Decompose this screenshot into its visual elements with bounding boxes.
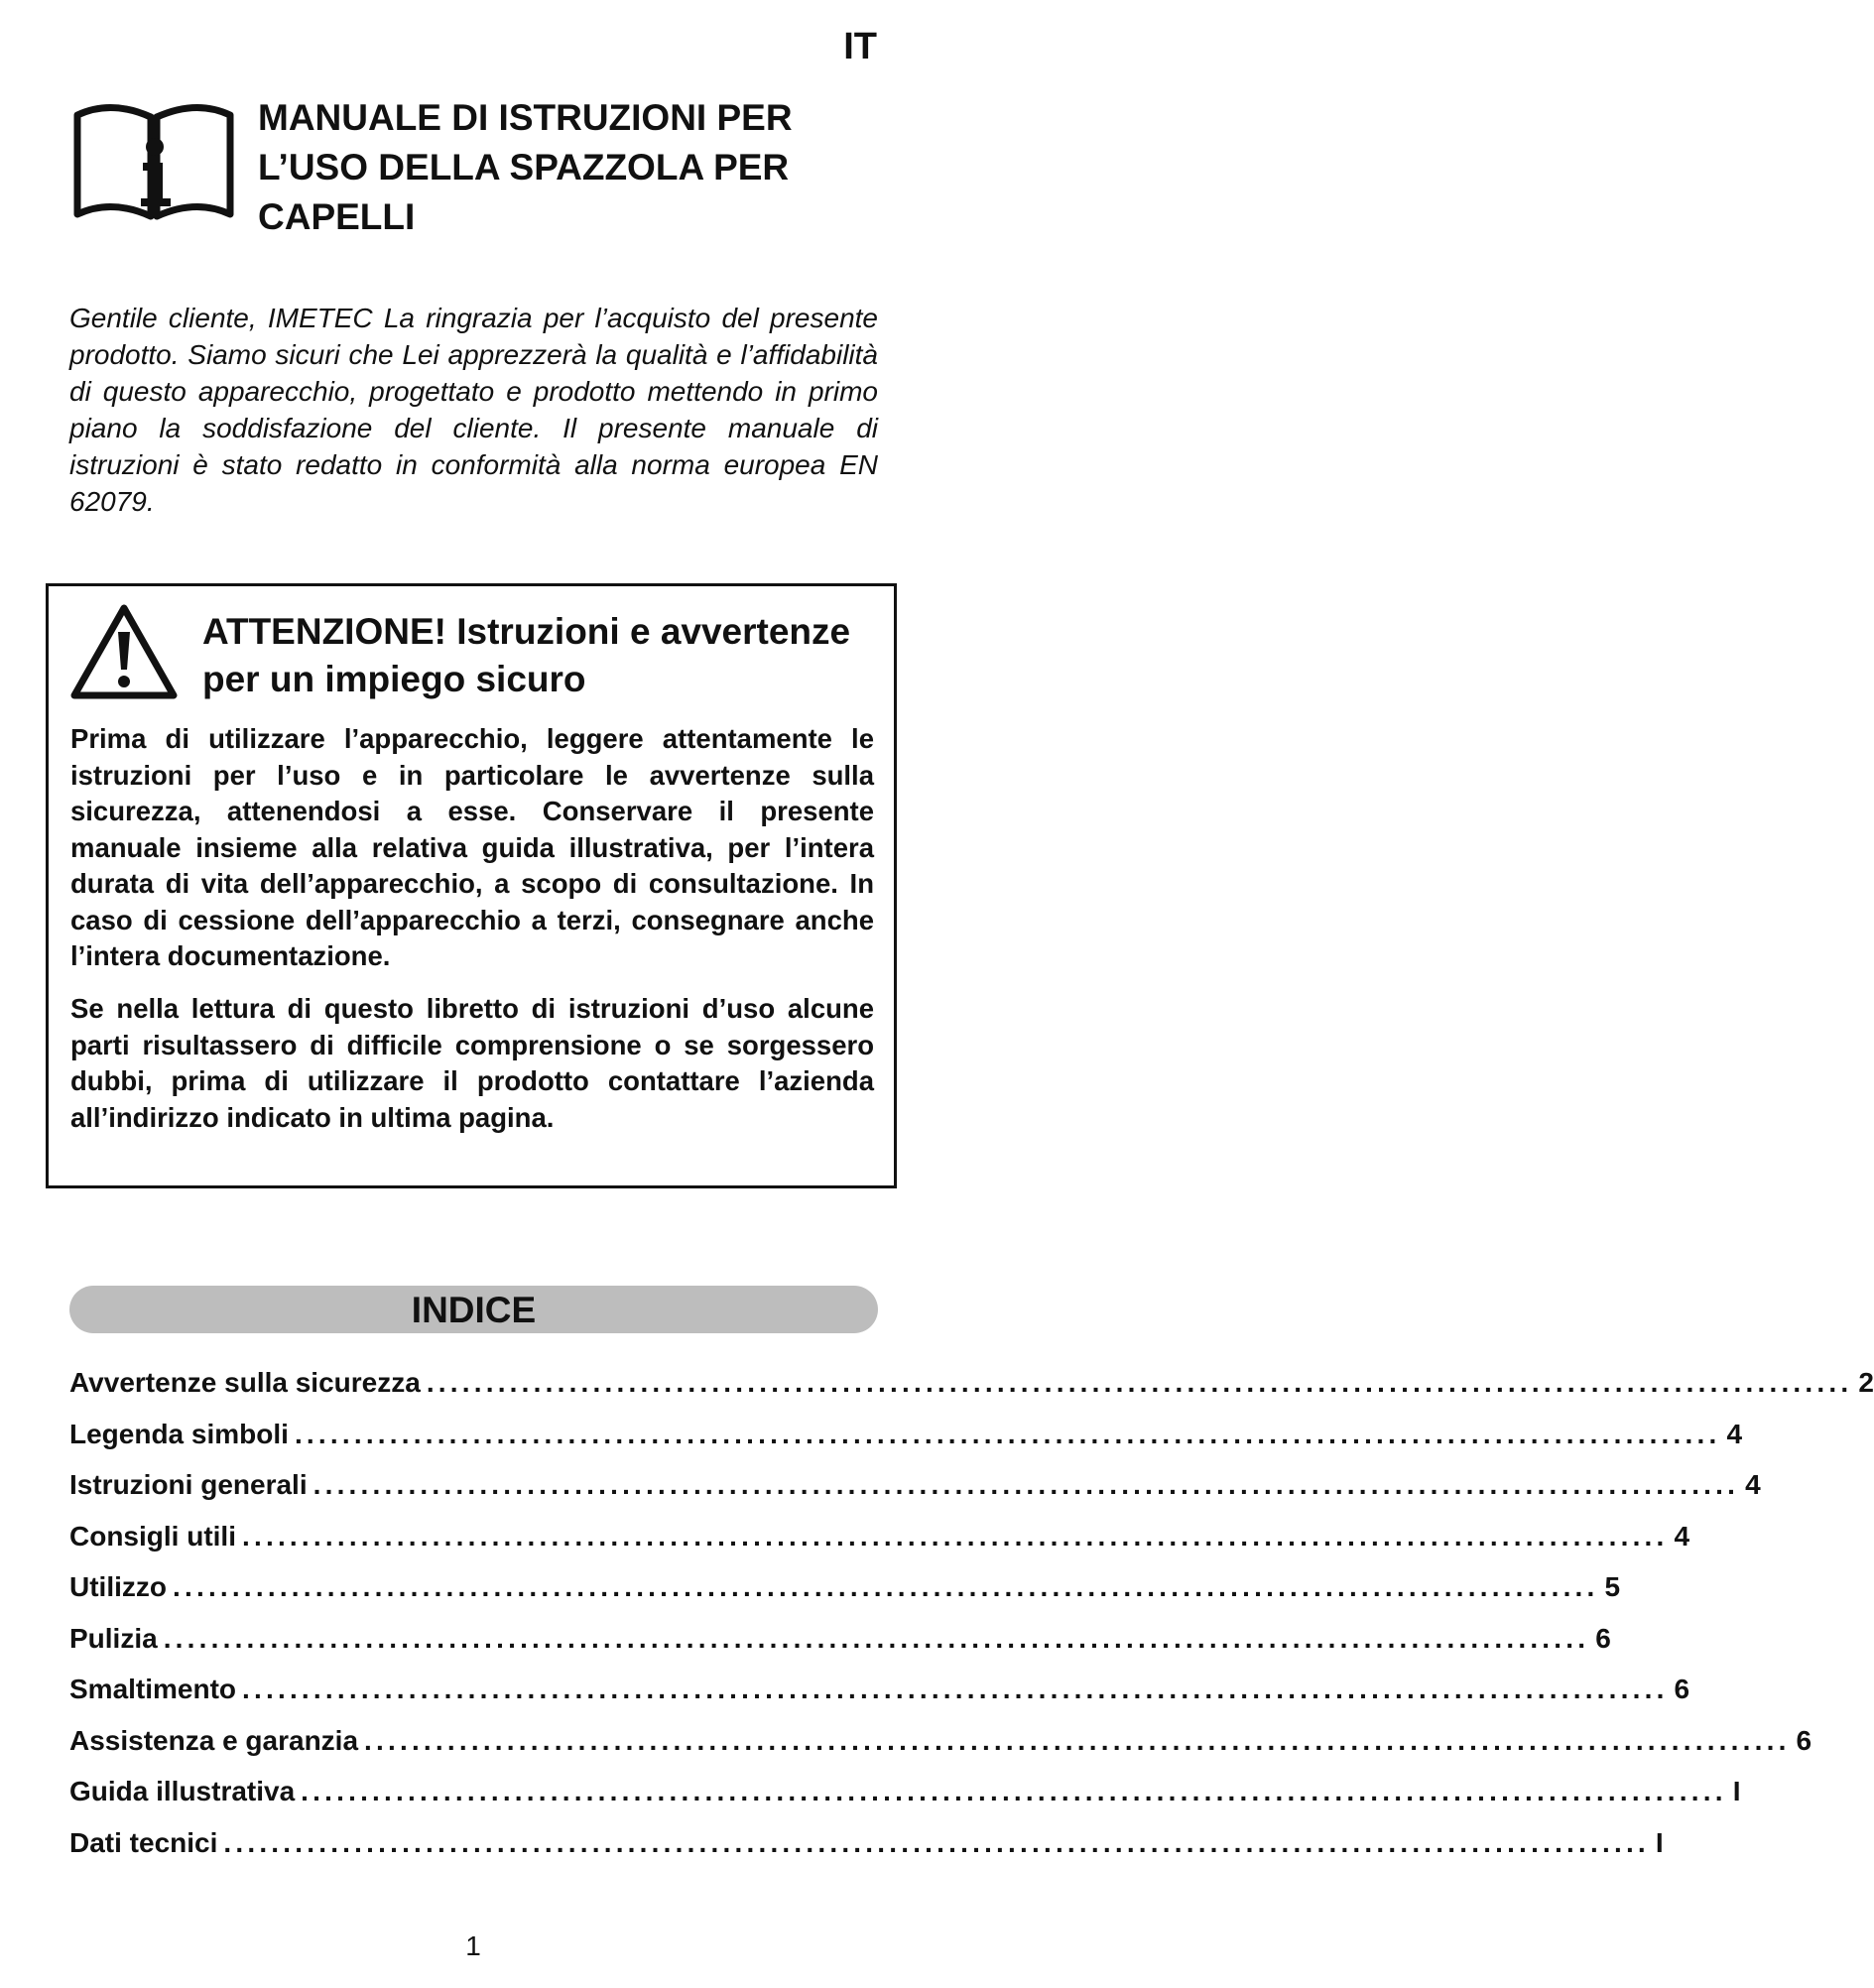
toc-item[interactable] — [69, 1674, 1690, 1725]
toc-page: I — [1732, 1776, 1741, 1806]
toc-item[interactable] — [69, 1724, 1812, 1777]
toc-leader-dots: ........................................................................................................................ — [301, 1776, 1727, 1806]
toc-page: 4 — [1726, 1418, 1743, 1449]
toc-item[interactable] — [69, 1367, 1874, 1419]
toc-page: 4 — [1745, 1469, 1761, 1500]
warning-paragraph-2: Se nella lettura di questo libretto di istruzioni d’uso alcune parti risultassero di difficile comprensione o se sorgessero dubbi, prima di utilizzare il prodotto contattare l’azienda all’indirizzo indicato in ultima pagina. — [70, 993, 874, 1133]
index-title: INDICE — [411, 1290, 537, 1330]
page-number: 1 — [465, 1930, 481, 1961]
toc-item[interactable] — [69, 1571, 1621, 1623]
toc-page: I — [1655, 1826, 1664, 1858]
warning-paragraph-1: Prima di utilizzare l’apparecchio, leggere attentamente le istruzioni per l’uso e in particolare le avvertenze sulla sicurezza, attenendosi a esse. Conservare il presente manuale insieme alla relativa guida illustrativa, per l’intera durata di vita dell’apparecchio, a scopo di consultazione. In caso di cessione dell’apparecchio a terzi, consegnare anche l’intera documentazione. — [70, 723, 874, 971]
toc-item[interactable] — [69, 1469, 1761, 1521]
toc-page: 6 — [1595, 1622, 1611, 1654]
toc-leader-dots: ........................................................................................................................ — [173, 1571, 1599, 1602]
toc-leader-dots: ........................................................................................................................ — [364, 1724, 1791, 1756]
toc-leader-dots: ........................................................................................................................ — [223, 1826, 1650, 1858]
toc-label: Consigli utili — [69, 1520, 236, 1552]
warning-heading: ATTENZIONE! Istruzioni e avvertenze per un impiego sicuro — [202, 611, 851, 699]
toc-label: Guida illustrativa — [69, 1776, 296, 1806]
toc-leader-dots: ........................................................................................................................ — [242, 1674, 1669, 1704]
language-code: IT — [843, 26, 877, 67]
toc-page: 4 — [1674, 1520, 1690, 1552]
warning-triangle-icon — [68, 602, 180, 701]
toc-leader-dots: ........................................................................................................................ — [312, 1469, 1740, 1500]
toc-item[interactable] — [69, 1622, 1611, 1675]
toc-item[interactable] — [69, 1776, 1741, 1827]
toc-item[interactable] — [69, 1520, 1690, 1572]
toc-page: 5 — [1604, 1571, 1621, 1602]
toc-item[interactable] — [69, 1418, 1743, 1470]
toc-page: 2 — [1858, 1367, 1874, 1398]
toc-leader-dots: ........................................................................................................................ — [242, 1520, 1669, 1552]
toc-page: 6 — [1674, 1674, 1690, 1704]
manual-title: MANUALE DI ISTRUZIONI PER L’USO DELLA SPAZZOLA PER CAPELLI — [258, 97, 793, 237]
toc-label: Assistenza e garanzia — [69, 1724, 359, 1756]
toc-label: Utilizzo — [69, 1571, 167, 1602]
toc-leader-dots: ........................................................................................................................ — [294, 1418, 1721, 1449]
toc-leader-dots: ........................................................................................................................ — [163, 1622, 1590, 1654]
toc-label: Legenda simboli — [69, 1418, 289, 1449]
toc-label: Istruzioni generali — [69, 1469, 308, 1500]
index-header-bar — [69, 1286, 878, 1333]
safety-warning-box — [46, 583, 897, 1188]
toc-label: Avvertenze sulla sicurezza — [69, 1367, 421, 1398]
manual-info-icon — [69, 101, 238, 224]
toc-page: 6 — [1796, 1724, 1812, 1756]
toc-label: Smaltimento — [69, 1674, 237, 1704]
table-of-contents — [69, 1367, 1874, 1878]
intro-paragraph: Gentile cliente, IMETEC La ringrazia per l’acquisto del presente prodotto. Siamo sicuri che Lei apprezzerà la qualità e l’affidabilità di questo apparecchio, progettato e prodotto mettendo in primo piano la soddisfazione del cliente. Il presente manuale di istruzioni è stato redatto in conformità alla norma europea EN 62079. — [69, 303, 878, 517]
toc-leader-dots: ........................................................................................................................ — [426, 1367, 1853, 1398]
toc-item[interactable] — [69, 1826, 1664, 1879]
toc-label: Pulizia — [69, 1622, 158, 1654]
toc-label: Dati tecnici — [69, 1826, 218, 1858]
